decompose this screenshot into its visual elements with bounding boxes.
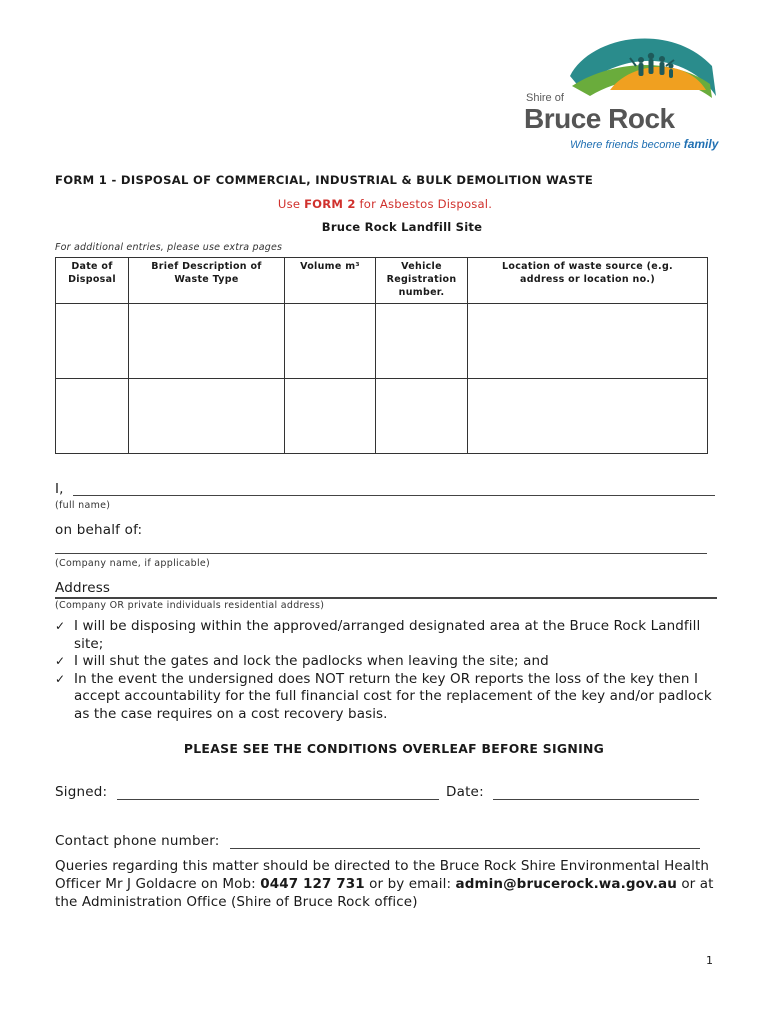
logo-tagline bbox=[570, 137, 718, 151]
column-header bbox=[285, 258, 376, 304]
table-cell[interactable] bbox=[56, 379, 129, 454]
conditions-notice: PLEASE SEE THE CONDITIONS OVERLEAF BEFORE SIGNING bbox=[183, 741, 605, 756]
table-cell[interactable] bbox=[129, 304, 285, 379]
full-name-hint: (full name) bbox=[55, 500, 111, 511]
behalf-label: on behalf of: bbox=[55, 522, 143, 538]
table-cell[interactable] bbox=[468, 379, 708, 454]
column-header bbox=[129, 258, 285, 304]
column-header-line: Waste Type bbox=[174, 274, 239, 285]
table-cell[interactable] bbox=[468, 304, 708, 379]
table-cell[interactable] bbox=[285, 304, 376, 379]
signed-label: Signed: bbox=[55, 784, 108, 800]
full-name-field[interactable] bbox=[73, 495, 715, 496]
form2-link: FORM 2 bbox=[304, 197, 356, 211]
column-header-line: Volume m³ bbox=[300, 261, 360, 272]
column-header-line: Location of waste source (e.g. bbox=[502, 261, 673, 272]
table-row bbox=[56, 379, 708, 454]
column-header-line: Vehicle bbox=[401, 261, 442, 272]
declaration-item: ✓ I will be disposing within the approved/arranged designated area at the Bruce Rock Landfill site; bbox=[55, 618, 701, 652]
officer-phone: 0447 127 731 bbox=[260, 876, 365, 892]
column-header-line: number. bbox=[398, 287, 445, 298]
column-header-line: address or location no.) bbox=[520, 274, 655, 285]
tagline-emphasis: family bbox=[683, 137, 719, 151]
logo-name: Bruce Rock bbox=[524, 103, 675, 134]
column-header bbox=[56, 258, 129, 304]
table-cell[interactable] bbox=[285, 379, 376, 454]
column-header-line: Brief Description of bbox=[151, 261, 262, 272]
company-name-field[interactable] bbox=[55, 553, 707, 554]
page-number: 1 bbox=[706, 954, 713, 967]
column-header-line: Registration bbox=[386, 274, 457, 285]
address-label: Address bbox=[55, 580, 111, 596]
queries-paragraph: Queries regarding this matter should be directed to the Bruce Rock Shire Environmental Health Officer Mr J Goldacre on Mob: 0447 127 731 or by email: admin@brucerock.wa.gov.au or at the Administration Office (Shire of Bruce Rock office) bbox=[55, 858, 714, 910]
column-header bbox=[376, 258, 468, 304]
contact-phone-field[interactable] bbox=[230, 848, 700, 849]
table-header-row bbox=[56, 258, 708, 304]
check-icon: ✓ bbox=[55, 654, 66, 668]
logo-shire-of: Shire of bbox=[526, 92, 564, 104]
company-name-hint: (Company name, if applicable) bbox=[55, 558, 211, 569]
address-field[interactable] bbox=[55, 597, 717, 599]
column-header-line: Disposal bbox=[68, 274, 116, 285]
signature-field[interactable] bbox=[117, 799, 439, 800]
waste-table bbox=[55, 257, 708, 454]
declaration-item: ✓ In the event the undersigned does NOT return the key OR reports the loss of the key then I accept accountability for the full financial cost for the replacement of the key and/or padlock as the case requires on a cost recovery basis. bbox=[55, 670, 712, 722]
table-row bbox=[56, 304, 708, 379]
declaration-item: ✓ I will shut the gates and lock the padlocks when leaving the site; and bbox=[55, 653, 549, 669]
column-header bbox=[468, 258, 708, 304]
contact-email[interactable]: admin@brucerock.wa.gov.au bbox=[455, 876, 677, 892]
table-cell[interactable] bbox=[129, 379, 285, 454]
asbestos-note: Use FORM 2 for Asbestos Disposal. bbox=[277, 197, 493, 211]
site-name: Bruce Rock Landfill Site bbox=[321, 220, 483, 234]
extra-entries-note: For additional entries, please use extra pages bbox=[55, 242, 283, 253]
contact-label: Contact phone number: bbox=[55, 833, 220, 849]
table-cell[interactable] bbox=[56, 304, 129, 379]
form-title: FORM 1 - DISPOSAL OF COMMERCIAL, INDUSTRIAL & BULK DEMOLITION WASTE bbox=[55, 173, 594, 187]
full-name-prefix: I, bbox=[55, 481, 64, 497]
address-hint: (Company OR private individuals residential address) bbox=[55, 600, 325, 611]
column-header-line: Date of bbox=[71, 261, 113, 272]
date-label: Date: bbox=[446, 784, 484, 800]
table-cell[interactable] bbox=[376, 379, 468, 454]
table-cell[interactable] bbox=[376, 304, 468, 379]
date-field[interactable] bbox=[493, 799, 699, 800]
check-icon: ✓ bbox=[55, 619, 66, 633]
declarations-list bbox=[55, 618, 715, 723]
tagline-text: Where friends become bbox=[570, 139, 684, 151]
check-icon: ✓ bbox=[55, 671, 66, 686]
